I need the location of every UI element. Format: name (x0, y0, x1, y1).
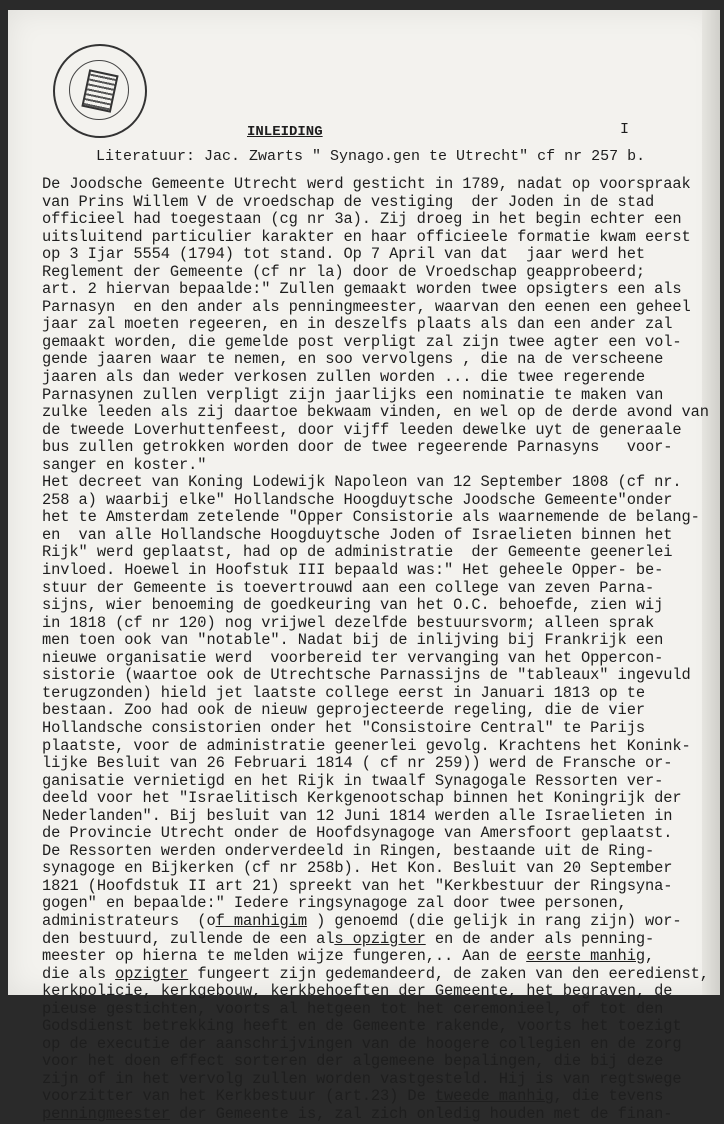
text-line (42, 632, 709, 650)
text-segment: men toen ook van "notable". Nadat bij de inlijving bij Frankrijk een (42, 631, 664, 650)
text-segment: op de executie der aanschrijvingen van de hoogere collegien en de zorg (42, 1034, 682, 1053)
text-segment: pieuse gestichten, voorts al hetgeen tot het ceremonieel, of tot den (42, 999, 664, 1018)
text-segment: 258 a) waarbij elke" Hollandsche Hoogduytsche Joodsche Gemeente"onder (42, 490, 673, 509)
text-line (42, 685, 709, 703)
text-line (42, 878, 709, 896)
text-line (42, 966, 709, 984)
text-line (42, 931, 709, 949)
text-segment: administrateurs (o (42, 911, 216, 930)
text-line (42, 369, 709, 387)
text-segment: lijke Besluit van 26 Februari 1814 ( cf nr 259)) werd de Fransche or- (42, 754, 673, 773)
text-segment: bus zullen getrokken worden door de twee regeerende Parnasyns voor- (42, 438, 673, 457)
text-segment: plaatste, voor de administratie geenerlei gevolg. Krachtens het Konink- (42, 736, 691, 755)
text-segment: Reglement der Gemeente (cf nr la) door de Vroedschap geapprobeerd; (42, 262, 645, 281)
text-segment: kerkpolicie, kerkgebouw, kerkbehoeften der Gemeente, het begraven, de (42, 982, 673, 1001)
text-line (42, 650, 709, 668)
text-line (42, 229, 709, 247)
text-line (42, 755, 709, 773)
text-line (42, 457, 709, 475)
text-line (42, 983, 709, 1001)
text-segment: Nederlanden". Bij besluit van 12 Juni 1814 werden alle Israelieten in (42, 806, 673, 825)
text-segment: deeld voor het "Israelitisch Kerkgenootschap binnen het Koningrijk der (42, 789, 682, 808)
text-line (42, 615, 709, 633)
underlined-term: penningmeester (42, 1104, 170, 1123)
document-title: INLEIDING (247, 124, 323, 140)
text-line (42, 790, 709, 808)
page-number: I (620, 121, 630, 138)
text-segment: officieel had toegestaan (cg nr 3a). Zij droeg in het begin echter een (42, 210, 682, 229)
text-line (42, 1071, 709, 1089)
text-segment: die als (42, 964, 116, 983)
text-segment: zijn of in het vervolg zullen worden vastgesteld. Hij is van regtswege (42, 1069, 682, 1088)
text-segment: van Prins Willem V de vroedschap de vestiging der Joden in de stad (42, 192, 655, 211)
text-segment: ) genoemd (die gelijk in rang zijn) wor- (306, 911, 682, 930)
text-segment: ganisatie vernietigd en het Rijk in twaalf Synagogale Ressorten ver- (42, 771, 664, 790)
underlined-term: s opzigter (334, 929, 426, 948)
text-segment: jaar zal moeten regeeren, en in deszelfs plaats als dan een ander zal (42, 315, 673, 334)
text-line (42, 194, 709, 212)
text-line (42, 316, 709, 334)
text-line (42, 351, 709, 369)
text-segment: synagoge en Bijkerken (cf nr 258b). Het Kon. Besluit van 20 September (42, 859, 673, 878)
text-line (42, 492, 709, 510)
text-segment: Het decreet van Koning Lodewijk Napoleon van 12 September 1808 (cf nr. (42, 473, 682, 492)
text-segment: voorzitter van het Kerkbestuur (art.23) De (42, 1087, 435, 1106)
text-line (42, 264, 709, 282)
text-segment: voor het doen effect sorteren der algemeene bepalingen, die bij deze (42, 1052, 664, 1071)
text-line (42, 527, 709, 545)
text-line (42, 895, 709, 913)
underlined-term: f manhigim (215, 911, 307, 930)
text-segment: Rijk" werd geplaatst, had op de administratie der Gemeente geenerlei (42, 543, 673, 562)
text-line (42, 860, 709, 878)
text-line (42, 439, 709, 457)
text-line (42, 211, 709, 229)
text-segment: De Ressorten werden onderverdeeld in Ringen, bestaande uit de Ring- (42, 841, 655, 860)
text-line (42, 738, 709, 756)
text-line (42, 773, 709, 791)
text-line (42, 544, 709, 562)
text-segment: meester op hierna te melden wijze fungeren,.. Aan de (42, 947, 527, 966)
underlined-term: eerste manhig (526, 947, 645, 966)
text-line (42, 1001, 709, 1019)
text-line (42, 667, 709, 685)
text-segment: het te Amsterdam zetelende "Opper Consistorie als waarnemende de belang- (42, 508, 700, 527)
text-segment: gemaakt worden, die gemelde post verpligt zal zijn twee agter een vol- (42, 332, 682, 351)
text-segment: De Joodsche Gemeente Utrecht werd gesticht in 1789, nadat op voorspraak (42, 175, 691, 193)
text-line (42, 176, 709, 194)
text-line (42, 913, 709, 931)
text-segment: stuur der Gemeente is toevertrouwd aan een college van zeven Parna- (42, 578, 655, 597)
text-segment: en van alle Hollandsche Hoogduytsche Joden of Israelieten binnen het (42, 525, 673, 544)
text-line (42, 948, 709, 966)
text-line (42, 1053, 709, 1071)
text-line (42, 1106, 709, 1124)
text-line (42, 562, 709, 580)
text-line (42, 597, 709, 615)
text-line (42, 825, 709, 843)
text-line (42, 422, 709, 440)
text-line (42, 843, 709, 861)
underlined-term: tweede manhig (434, 1087, 554, 1106)
text-line (42, 702, 709, 720)
text-segment: terugzonden) hield jet laatste college eerst in Januari 1813 op te (42, 683, 645, 702)
library-stamp (53, 44, 147, 138)
text-segment: sistorie (waartoe ook de Utrechtsche Parnassijns de "tableaux" ingevuld (42, 666, 691, 685)
text-segment: uitsluitend particulier karakter en haar officieele formatie kwam eerst (42, 227, 691, 246)
text-segment: Hollandsche consistorien onder het "Consistoire Central" te Parijs (42, 718, 645, 737)
text-segment: , (644, 947, 655, 966)
text-segment: fungeert zijn gedemandeerd, de zaken van den eeredienst, (188, 964, 709, 983)
text-segment: Parnasynen zullen verpligt zijn jaarlijks een nominatie te maken van (42, 385, 664, 404)
text-segment: gende jaaren waar te nemen, en soo vervolgens , die na de verscheene (42, 350, 664, 369)
text-line (42, 334, 709, 352)
text-line (42, 580, 709, 598)
text-segment: art. 2 hiervan bepaalde:" Zullen gemaakt worden twee opsigters een als (42, 280, 682, 299)
text-segment: nieuwe organisatie werd voorbereid ter vervanging van het Oppercon- (42, 648, 664, 667)
text-segment: de Provincie Utrecht onder de Hoofdsynagoge van Amersfoort geplaatst. (42, 824, 673, 843)
text-segment: en de ander als penning- (425, 929, 655, 948)
body-text (42, 176, 709, 1124)
underlined-term: opzigter (115, 964, 189, 983)
text-segment: bestaan. Zoo had ook de nieuw geprojecteerde regeling, die de vier (42, 701, 645, 720)
text-line (42, 720, 709, 738)
text-line (42, 299, 709, 317)
text-segment: sijns, wier benoeming de goedkeuring van het O.C. behoefde, zien wij (42, 596, 664, 615)
text-segment: , die tevens (553, 1087, 664, 1106)
text-line (42, 1018, 709, 1036)
text-segment: de tweede Loverhuttenfeest, door vijff leeden dewelke uyt de generaale (42, 420, 682, 439)
text-line (42, 1088, 709, 1106)
text-segment: op 3 Ijar 5554 (1794) tot stand. Op 7 April van dat jaar werd het (42, 245, 645, 264)
literature-reference: Literatuur: Jac. Zwarts " Synago.gen te Utrecht" cf nr 257 b. (96, 148, 646, 165)
text-line (42, 387, 709, 405)
text-segment: jaaren als dan weder verkosen zullen worden ... die twee regerende (42, 368, 645, 387)
text-line (42, 509, 709, 527)
text-line (42, 1036, 709, 1054)
text-segment: den bestuurd, zullende de een al (42, 929, 335, 948)
text-line (42, 404, 709, 422)
text-line (42, 246, 709, 264)
text-segment: 1821 (Hoofdstuk II art 21) spreekt van het "Kerkbestuur der Ringsyna- (42, 876, 673, 895)
text-segment: gogen" en bepaalde:" Iedere ringsynagoge zal door twee personen, (42, 894, 627, 913)
text-line (42, 281, 709, 299)
text-segment: Godsdienst betrekking heeft en de Gemeente rakende, voorts het toezigt (42, 1017, 682, 1036)
text-segment: zulke leeden als zij daartoe bekwaam vinden, en wel op de derde avond van (42, 403, 709, 422)
text-segment: in 1818 (cf nr 120) nog vrijwel dezelfde bestuursvorm; alleen sprak (42, 613, 655, 632)
text-segment: invloed. Hoewel in Hoofstuk III bepaald was:" Het geheele Opper- be- (42, 561, 664, 580)
text-segment: Parnasyn en den ander als penningmeester, waarvan den eenen een geheel (42, 297, 691, 316)
text-line (42, 474, 709, 492)
text-segment: der Gemeente is, zal zich onledig houden met de finan- (169, 1104, 673, 1123)
text-segment: sanger en koster." (42, 455, 207, 474)
text-line (42, 808, 709, 826)
